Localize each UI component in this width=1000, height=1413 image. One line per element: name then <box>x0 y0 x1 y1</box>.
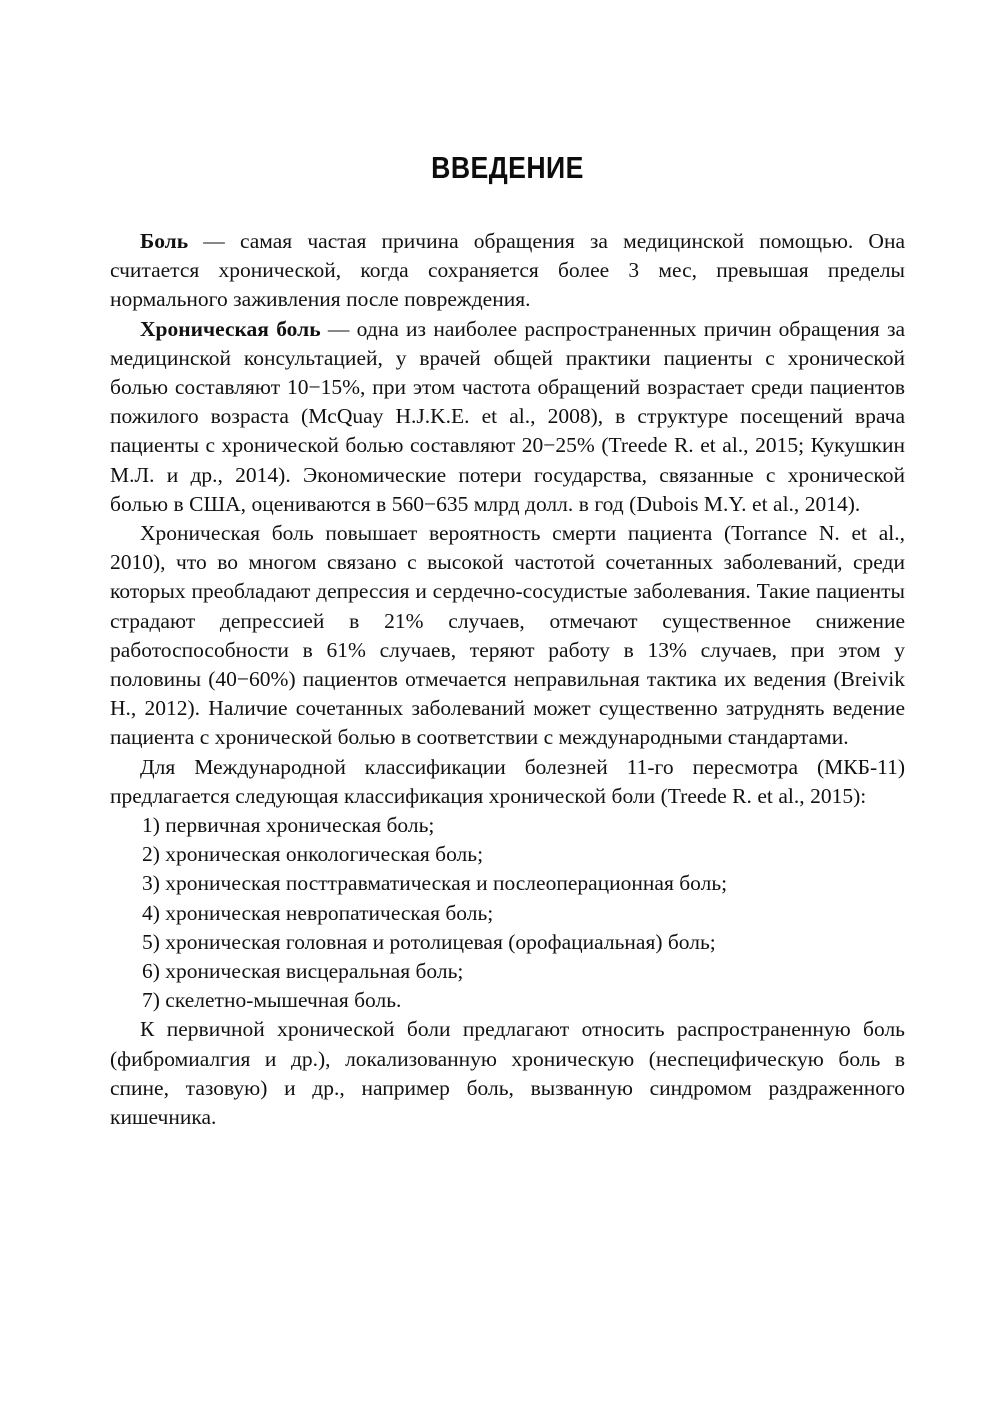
paragraph-mortality-comorbidity: Хроническая боль повышает вероятность смерти пациента (Torrance N. et al., 2010), что во многом связано с высокой частотой сочетанных заболеваний, среди которых преобладают депрессия и сердечно-сосудистые заболевания. Такие пациенты страдают депрессией в 21% случаев, отмечают существенное снижение работоспособности в 61% случаев, теряют работу в 13% случаев, при этом у половины (40−60%) пациентов отмечается неправильная тактика их ведения (Breivik H., 2012). Наличие сочетанных заболеваний может существенно затруднять ведение пациента с хронической болью в соответствии с международными стандартами. <box>110 521 905 750</box>
list-item: 7) скелетно-мышечная боль. <box>142 988 402 1013</box>
list-item: 6) хроническая висцеральная боль; <box>142 959 464 984</box>
list-item: 1) первичная хроническая боль; <box>142 813 435 838</box>
list-item: 4) хроническая невропатическая боль; <box>142 900 494 925</box>
page-content <box>110 0 905 1132</box>
page-title: ВВЕДЕНИЕ <box>431 150 584 185</box>
paragraph-primary-chronic-pain: К первичной хронической боли предлагают относить распространенную боль (фибромиалгия и др.), локализованную хроническую (неспецифическую боль в спине, тазовую) и др., например боль, вызванную синдромом раздраженного кишечника. <box>110 1017 905 1130</box>
paragraph-lead-in-bold: Боль <box>140 229 189 253</box>
list-item: 5) хроническая головная и ротолицевая (орофациальная) боль; <box>142 929 716 954</box>
list-item: 2) хроническая онкологическая боль; <box>142 842 484 867</box>
list-item: 3) хроническая посттравматическая и послеоперационная боль; <box>142 871 728 896</box>
chronic-pain-classification-list <box>110 811 905 1015</box>
paragraph-lead-in-bold: Хроническая боль <box>140 316 321 341</box>
paragraph-icd11-intro: Для Международной классификации болезней 11-го пересмотра (МКБ-11) предлагается следующая классификация хронической боли (Treede R. et al., 2015): <box>110 754 905 808</box>
paragraph-body-text: — одна из наиболее распространенных причин обращения за медицинской консультацией, у врачей общей практики пациенты с хронической болью составляют 10−15%, при этом частота обращений возрастает среди пациентов пожилого возраста (McQuay H.J.K.E. et al., 2008), в структуре посещений врача пациенты с хронической болью составляют 20−25% (Treede R. et al., 2015; Кукушкин М.Л. и др., 2014). Экономические потери государства, связанные с хронической болью в США, оцениваются в 560−635 млрд долл. в год (Dubois M.Y. et al., 2014). <box>110 316 905 516</box>
paragraph-pain-definition <box>110 227 905 315</box>
body-text-block <box>110 183 905 1132</box>
paragraph-chronic-pain-prevalence <box>110 315 905 519</box>
paragraph-body-text: — самая частая причина обращения за медицинской помощью. Она считается хронической, когда сохраняется более 3 мес, превышая пределы нормального заживления после повреждения. <box>110 229 905 312</box>
